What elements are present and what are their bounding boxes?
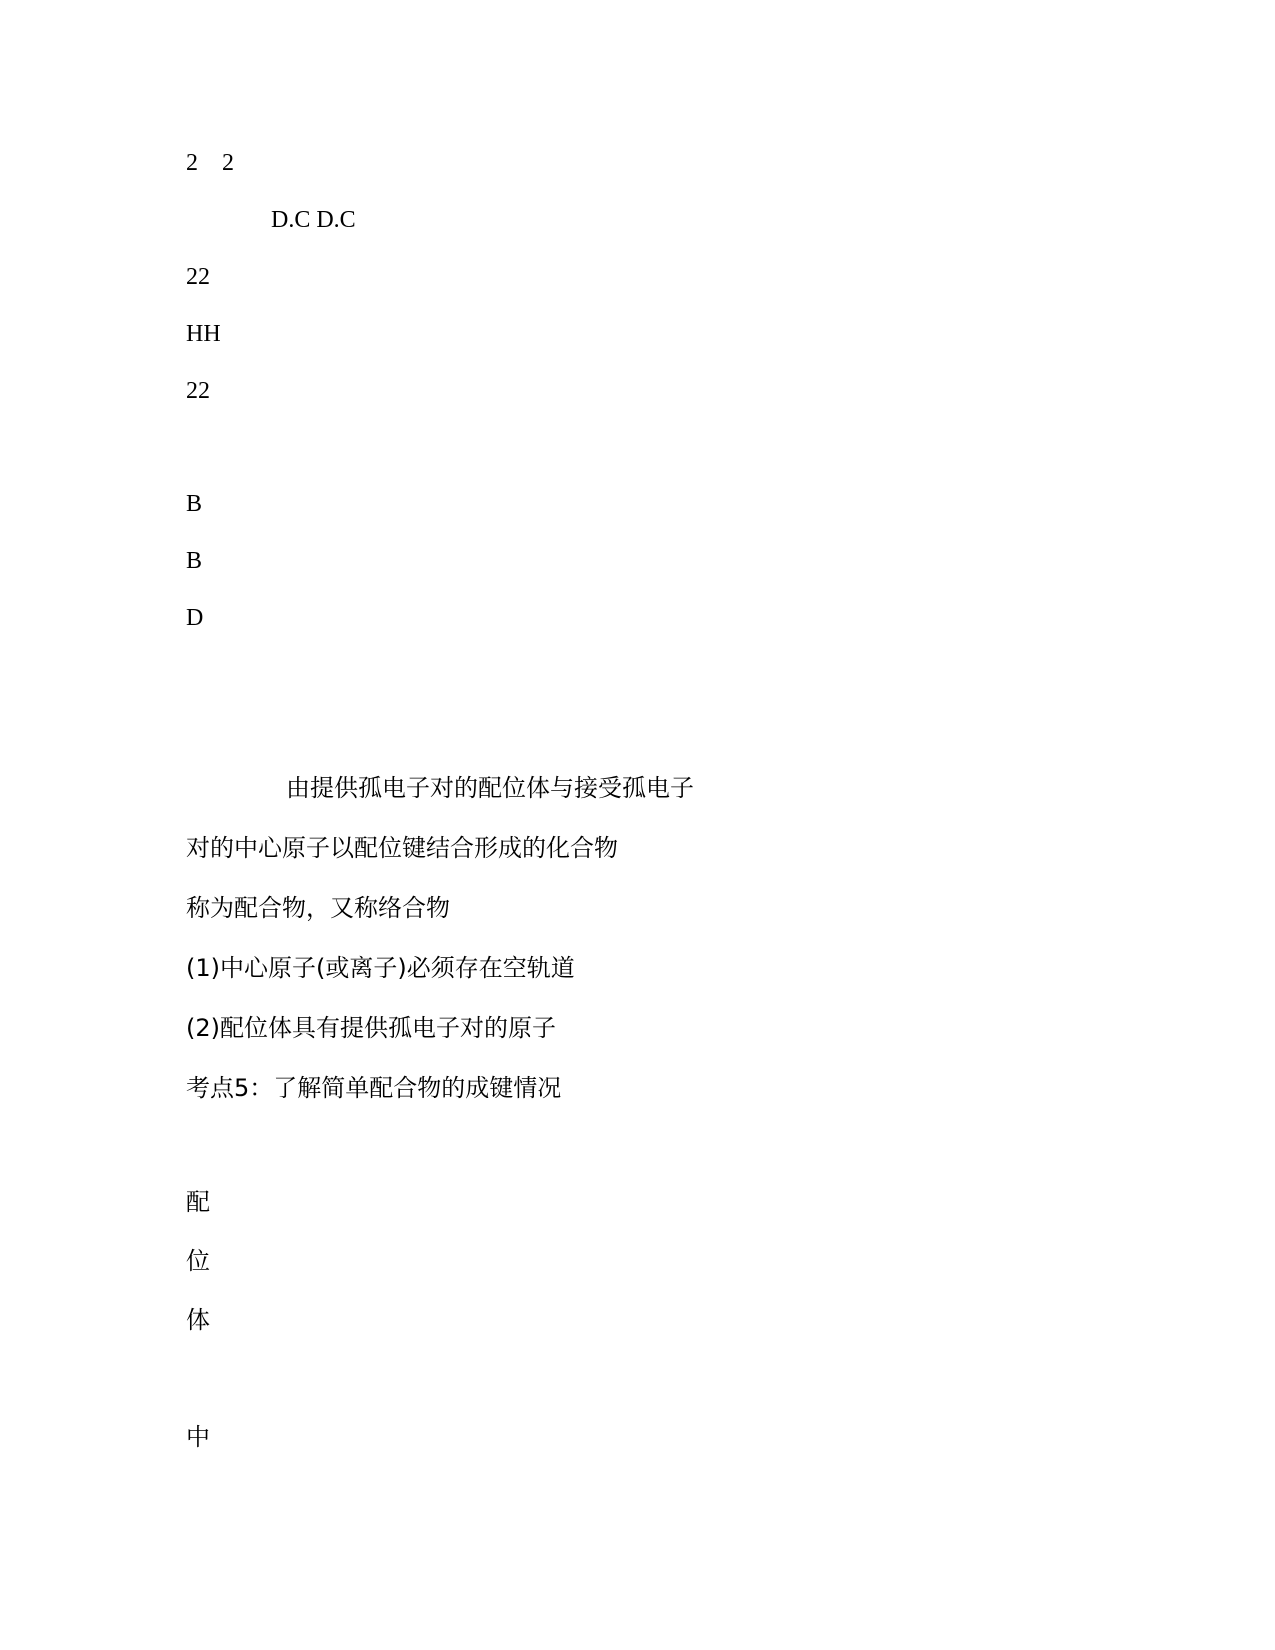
answer-item: B bbox=[186, 491, 203, 517]
condition-item-2: (2)配位体具有提供孤电子对的原子 bbox=[186, 1014, 556, 1042]
vertical-char: 体 bbox=[186, 1306, 210, 1334]
formula-fragment-row-2: D.C D.C bbox=[271, 207, 356, 233]
vertical-char: 位 bbox=[186, 1247, 210, 1275]
vertical-char: 中 bbox=[186, 1423, 210, 1451]
vertical-char: 配 bbox=[186, 1188, 210, 1216]
paragraph-line-1: 由提供孤电子对的配位体与接受孤电子 bbox=[286, 774, 694, 802]
paragraph-line-3: 称为配合物，又称络合物 bbox=[186, 894, 450, 922]
formula-fragment-row-5: 22 bbox=[186, 378, 210, 404]
answer-item: B bbox=[186, 548, 203, 574]
section-heading: 考点5：了解简单配合物的成键情况 bbox=[186, 1074, 562, 1102]
condition-item-1: (1)中心原子(或离子)必须存在空轨道 bbox=[186, 954, 575, 982]
formula-fragment-row-3: 22 bbox=[186, 264, 210, 290]
formula-fragment-row-1: 2 2 bbox=[186, 150, 234, 176]
formula-fragment-row-4: HH bbox=[186, 321, 221, 347]
paragraph-line-2: 对的中心原子以配位键结合形成的化合物 bbox=[186, 834, 618, 862]
answer-item: D bbox=[186, 605, 204, 631]
